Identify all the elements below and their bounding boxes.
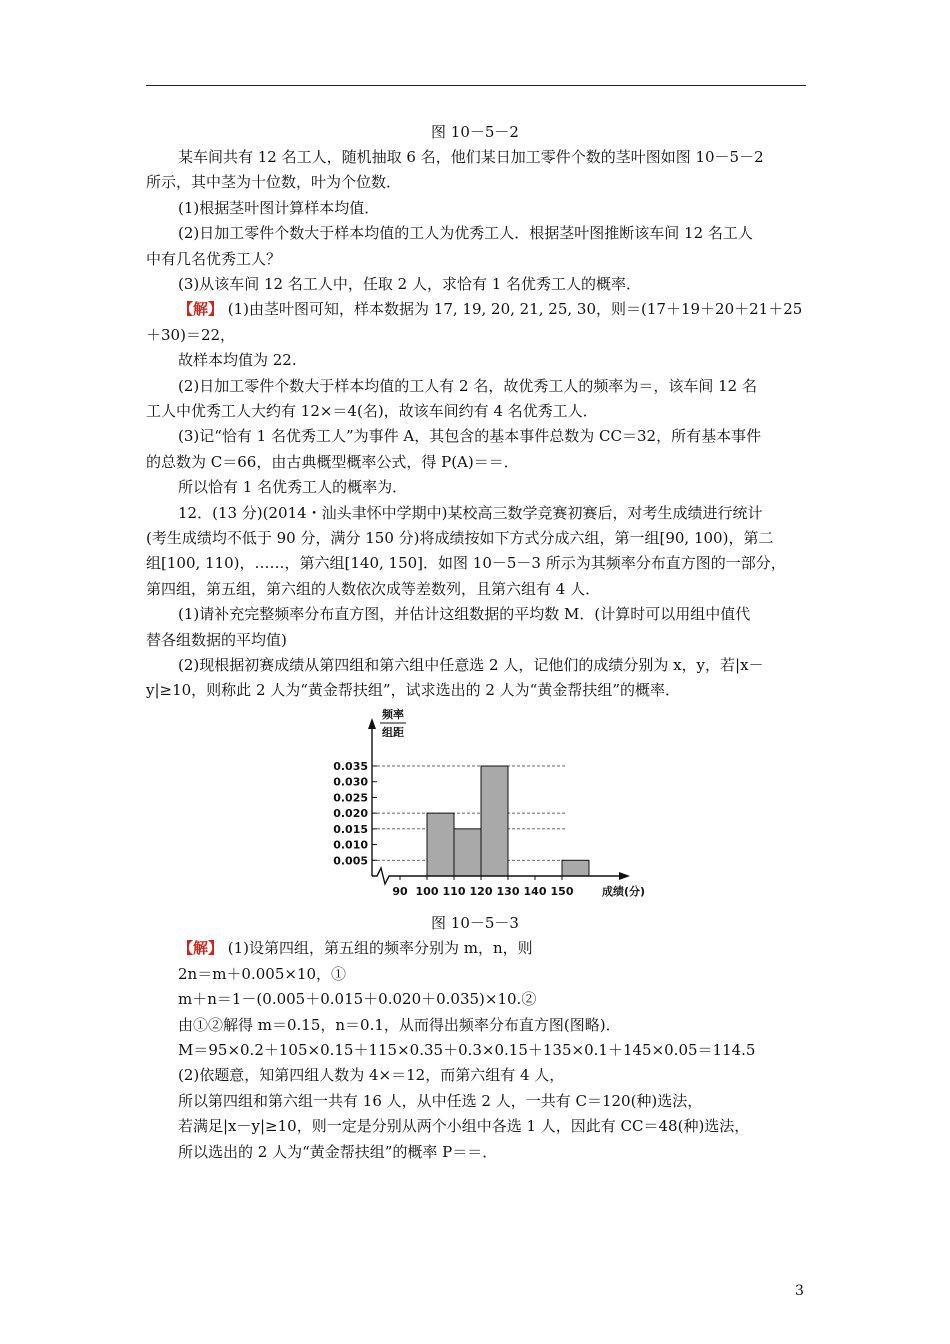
figure-caption-10-5-2: 图 10－5－2 — [431, 123, 519, 141]
problem-11-line: 某车间共有 12 名工人，随机抽取 6 名，他们某日加工零件个数的茎叶图如图 10－5－2 — [178, 148, 764, 166]
y-axis-label-top: 频率 — [382, 708, 404, 721]
x-tick-label: 130 — [496, 885, 520, 898]
solution-12-line: 所以选出的 2 人为“黄金帮扶组”的概率 P＝＝． — [178, 1143, 498, 1161]
problem-12-line: 替各组数据的平均值) — [146, 631, 287, 649]
x-tick-label: 140 — [523, 885, 547, 898]
y-axis-arrow — [368, 718, 376, 729]
x-axis-label: 成绩(分) — [602, 885, 646, 898]
page-number: 3 — [795, 1283, 804, 1299]
problem-11-line: (1)根据茎叶图计算样本均值． — [178, 199, 380, 217]
x-tick-label: 150 — [550, 885, 574, 898]
problem-12-line: 12．(13 分)(2014・汕头聿怀中学期中)某校高三数学竞赛初赛后，对考生成绩进行统计 — [178, 504, 763, 522]
solution-12-line: m＋n＝1－(0.005＋0.015＋0.020＋0.035)×10.② — [178, 990, 537, 1008]
y-tick-label: 0.035 — [333, 760, 368, 773]
solution-12-line: 若满足|x－y|≥10，则一定是分别从两个小组中各选 1 人，因此有 CC＝48(种)选法， — [178, 1117, 750, 1135]
solution-tag: 【解】 — [178, 939, 224, 957]
x-tick-label: 100 — [415, 885, 439, 898]
y-tick-label: 0.020 — [333, 807, 368, 821]
problem-11-line: 中有几名优秀工人？ — [146, 250, 282, 268]
problem-11-line: (3)从该车间 12 名工人中，任取 2 人，求恰有 1 名优秀工人的概率． — [178, 275, 642, 293]
y-tick-label: 0.015 — [333, 822, 368, 836]
histogram-bar — [427, 813, 454, 876]
problem-11-line: (2)日加工零件个数大于样本均值的工人为优秀工人．根据茎叶图推断该车间 12 名工人 — [178, 224, 753, 242]
solution-11-line: 的总数为 C＝66，由古典概型概率公式，得 P(A)＝＝． — [146, 453, 519, 471]
x-axis-arrow — [619, 872, 630, 880]
problem-12-line: (1)请补充完整频率分布直方图，并估计这组数据的平均数 M．(计算时可以用组中值代 — [178, 605, 751, 623]
histogram-bar — [562, 860, 589, 876]
y-tick-label: 0.010 — [333, 838, 368, 852]
problem-12-line: 第四组，第五组，第六组的人数依次成等差数列，且第六组有 4 人． — [146, 580, 601, 598]
problem-12-line: (2)现根据初赛成绩从第四组和第六组中任意选 2 人，记他们的成绩分别为 x，y，若|x－ — [178, 656, 764, 674]
problem-11-line: 所示，其中茎为十位数，叶为个位数． — [146, 173, 402, 191]
problem-12-line: 组[100, 110)，……，第六组[140, 150]．如图 10－5－3 所示为其频率分布直方图的一部分， — [146, 554, 786, 572]
solution-11-line: (2)日加工零件个数大于样本均值的工人有 2 名，故优秀工人的频率为＝，该车间 12 名 — [178, 377, 757, 395]
problem-12-line: (考生成绩均不低于 90 分，满分 150 分)将成绩按如下方式分成六组，第一组[90, 100)，第二 — [146, 529, 774, 547]
solution-11-line: 故样本均值为 22. — [178, 351, 297, 369]
y-tick-label: 0.025 — [333, 791, 368, 805]
solution-11-line-1 — [178, 299, 802, 319]
y-tick-label: 0.030 — [333, 775, 368, 789]
y-tick-label: 0.005 — [333, 854, 368, 868]
chart-bars — [427, 766, 589, 876]
solution-12-text: (1)设第四组，第五组的频率分别为 m，n，则 — [223, 939, 533, 957]
solution-11-line: (3)记“恰有 1 名优秀工人”为事件 A，其包含的基本事件总数为 CC＝32，所有基本事件 — [178, 427, 762, 445]
solution-11-text: (1)由茎叶图可知，样本数据为 17, 19, 20, 21, 25, 30，则＝(17＋19＋20＋21＋25 — [223, 300, 803, 318]
solution-tag: 【解】 — [178, 300, 224, 318]
solution-11-line: ＋30)＝22， — [146, 326, 236, 344]
header-rule — [146, 85, 806, 86]
x-tick-label: 90 — [392, 885, 408, 898]
solution-12-line: 2n＝m＋0.005×10，① — [178, 965, 347, 983]
solution-12-line: M＝95×0.2＋105×0.15＋115×0.35＋0.3×0.15＋135×0.1＋145×0.05＝114.5 — [178, 1041, 756, 1059]
solution-11-line: 工人中优秀工人大约有 12×＝4(名)，故该车间约有 4 名优秀工人． — [146, 402, 598, 420]
solution-12-line: 所以第四组和第六组一共有 16 人，从中任选 2 人，一共有 C＝120(种)选法， — [178, 1092, 703, 1110]
y-axis-label-bottom: 组距 — [382, 726, 404, 739]
solution-12-line: (2)依题意，知第四组人数为 4×＝12，而第六组有 4 人， — [178, 1066, 565, 1084]
problem-12-line: y|≥10，则称此 2 人为“黄金帮扶组”，试求选出的 2 人为“黄金帮扶组”的概率． — [146, 681, 681, 699]
solution-12-line: 由①②解得 m＝0.15，n＝0.1，从而得出频率分布直方图(图略)． — [178, 1016, 621, 1034]
solution-12-line-1 — [178, 938, 533, 958]
solution-11-line: 所以恰有 1 名优秀工人的概率为． — [178, 478, 408, 496]
figure-caption-10-5-3: 图 10－5－3 — [431, 914, 519, 932]
histogram-bar — [481, 766, 508, 876]
histogram-bar — [454, 829, 481, 876]
x-tick-label: 110 — [442, 885, 466, 898]
frequency-histogram — [320, 706, 660, 902]
x-tick-label: 120 — [469, 885, 493, 898]
